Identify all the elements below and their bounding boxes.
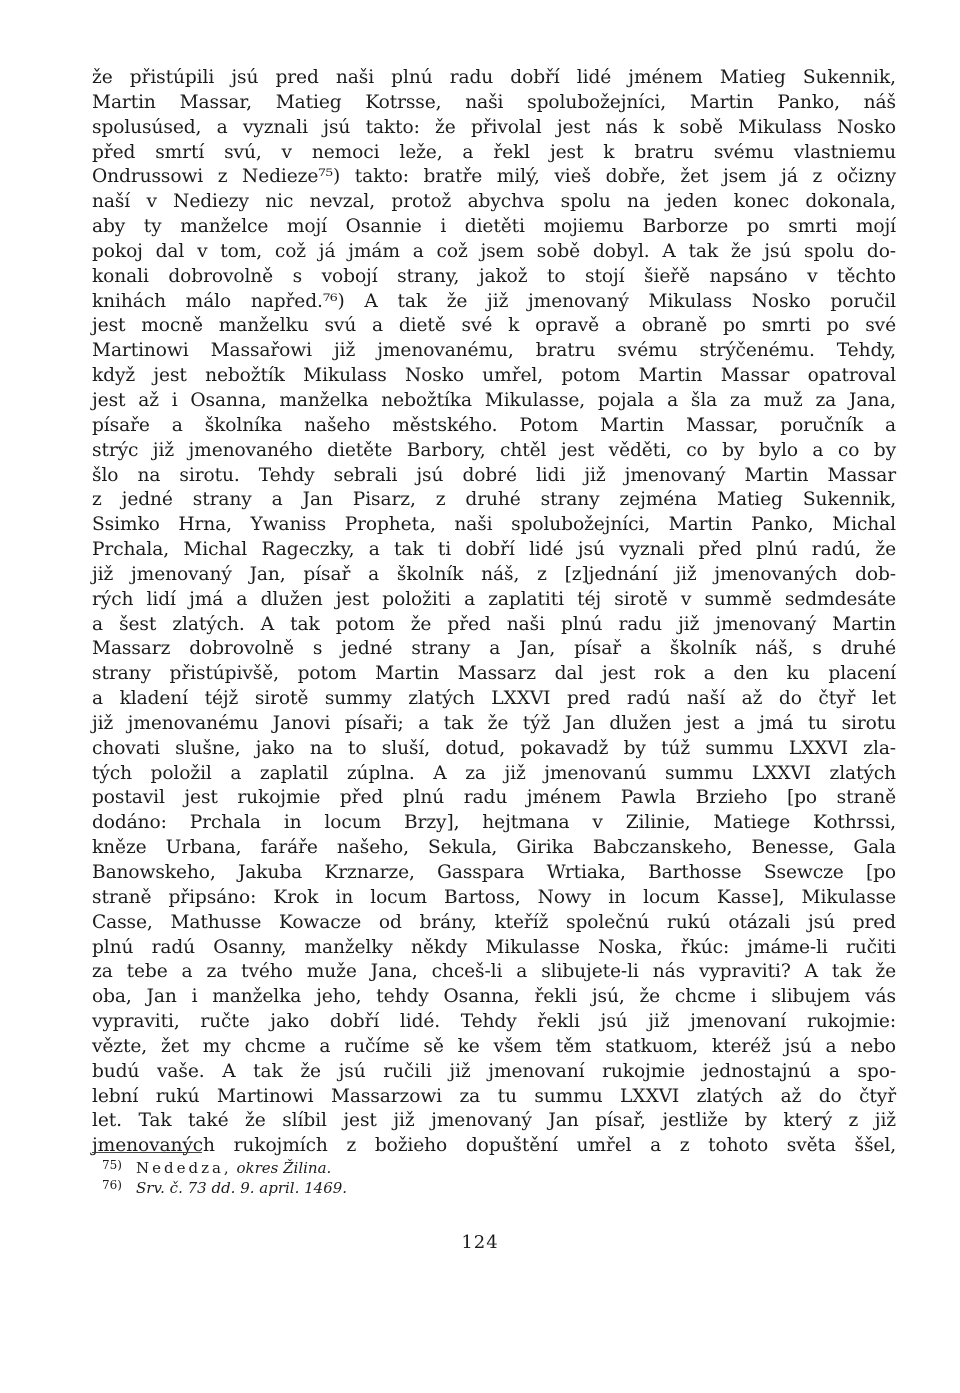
- text-line: před smrtí svú, v nemoci leže, a řekl jest k bratru svému vlastniemu: [92, 141, 896, 163]
- text-line: tých položil a zaplatil zúplna. A za již jmenovanú summu LXXVI zlatých: [92, 762, 896, 784]
- text-line: konali dobrovolně s vobojí strany, jakož to stojí šieřě napsáno v těchto: [92, 265, 896, 287]
- text-line: knihách málo napřed.⁷⁶) A tak že již jmenovaný Mikulass Nosko poručil: [92, 290, 896, 312]
- text-line: Martinowi Massařowi již jmenovanému, bratru svému strýčenému. Tehdy,: [92, 340, 896, 362]
- text-line: Ssimko Hrna, Ywaniss Propheta, naši spolubožejníci, Martin Panko, Michal: [92, 514, 896, 536]
- text-line: vypraviti, ručte jako dobří lidé. Tehdy řekli jsú již jmenovaní rukojmie:: [92, 1011, 896, 1033]
- text-line: a šest zlatých. A tak potom že před naši plnú radu již jmenovaný Martin: [92, 613, 896, 635]
- footnote-separator: [92, 1152, 202, 1153]
- main-text-block: [92, 66, 896, 1159]
- footnote-76: [102, 1178, 636, 1198]
- text-line: jmenovaných rukojmích z božieho dopuštění umřel a z tohoto světa ššel,: [92, 1135, 896, 1157]
- text-line: postavil jest rukojmie před plnú radu jménem Pawla Brzieho [po straně: [92, 787, 896, 809]
- text-line: strýc již jmenovaného dietěte Barbory, chtěl jest věděti, co by bylo a co by: [92, 439, 896, 461]
- text-line: že přistúpili jsú pred naši plnú radu dobří lidé jménem Matieg Sukennik,: [92, 67, 896, 88]
- text-line: z jedné strany a Jan Pisarz, z druhé strany zejména Matieg Sukennik,: [92, 489, 896, 511]
- text-line: jest mocně manželku svú a dietě své k opravě a obraně po smrti po své: [92, 315, 896, 337]
- text-line: let. Tak také že slíbil jest již jmenovaný Jan písař, jestliže by který z již: [92, 1110, 896, 1132]
- text-line: naší v Nediezy nic nevzal, protož abychva spolu na jeden konec dokonala,: [92, 191, 896, 213]
- footnotes: [102, 1158, 636, 1198]
- page-number: 124: [461, 1232, 499, 1253]
- text-line: za tebe a za tvého muže Jana, chceš-li a slibujete-li nás vypraviti? A tak že: [92, 961, 896, 983]
- text-line: rých lidí jmá a dlužen jest položiti a zaplatiti téj sirotě v summě sedmdesáte: [92, 588, 896, 610]
- text-line: Ondrussowi z Nedieze⁷⁵) takto: bratře milý, vieš dobře, žet jsem já z očizny: [92, 166, 896, 188]
- text-line: dodáno: Prchala in locum Brzy], hejtmana v Zilinie, Matiege Kothrssi,: [92, 812, 896, 834]
- text-line: aby ty manželce mojí Osannie i dietěti mojiemu Barborze po smrti mojí: [92, 216, 896, 238]
- footnote-number: 75): [102, 1158, 122, 1172]
- text-line: a kladení téjž sirotě summy zlatých LXXVI pred radú naší až do čtyř let: [92, 688, 896, 710]
- text-line: budú vaše. A tak že jsú ručili již jmenovaní rukojmie jednostajnú a spo-: [92, 1060, 896, 1082]
- footnote-text: Srv. č. 73 dd. 9. april. 1469.: [136, 1179, 348, 1197]
- text-line: Casse, Mathusse Kowacze od brány, kteříž společnú rukú otázali jsú pred: [92, 911, 896, 933]
- text-line: písaře a školníka našeho městského. Potom Martin Massar, poručník a: [92, 414, 896, 436]
- text-line: oba, Jan i manželka jeho, tehdy Osanna, řekli jsú, že chcme i slibujem vás: [92, 986, 896, 1008]
- text-line: strany přistúpivšě, potom Martin Massarz dal jest rok a den ku placení: [92, 663, 896, 685]
- text-line: chovati slušne, jako na to sluší, dotud, pokavadž by túž summu LXXVI zla-: [92, 737, 896, 759]
- footnote-number: 76): [102, 1178, 122, 1192]
- footnote-lead: Nededza,: [136, 1159, 232, 1177]
- text-line: straně připsáno: Krok in locum Bartoss, Nowy in locum Kasse], Mikulasse: [92, 886, 896, 908]
- text-line: šlo na sirotu. Tehdy sebrali jsú dobré lidi již jmenovaný Martin Massar: [92, 464, 896, 486]
- text-line: vězte, žet my chcme a ručíme sě ke všem těm statkuom, kteréž jsú a nebo: [92, 1035, 896, 1057]
- footnote-75: [102, 1158, 636, 1178]
- text-line: plnú radú Osanny, manželky někdy Mikulasse Noska, řkúc: jmáme-li ručiti: [92, 936, 896, 958]
- text-line: spolusúsed, a vyznali jsú takto: že přivolal jest nás k sobě Mikulass Nosko: [92, 116, 896, 138]
- text-line: Prchala, Michal Rageczky, a tak ti dobří lidé jsú vyznali před plnú radú, že: [92, 539, 896, 561]
- text-line: již jmenovanému Janovi písaři; a tak že týž Jan dlužen jest a jmá tu sirotu: [92, 712, 896, 734]
- text-line: pokoj dal v tom, což já jmám a což jsem sobě dobyl. A tak že jsú spolu do-: [92, 240, 896, 262]
- text-line: Massarz dobrovolně s jedné strany a Jan, písař a školník náš, s druhé: [92, 638, 896, 660]
- text-line: když jest nebožtík Mikulass Nosko umřel, potom Martin Massar opatroval: [92, 365, 896, 387]
- footnote-text: okres Žilina.: [236, 1159, 332, 1177]
- text-line: kněze Urbana, faráře našeho, Sekula, Girika Babczanskeho, Benesse, Gala: [92, 837, 896, 859]
- text-line: jest až i Osanna, manželka nebožtíka Mikulasse, pojala a šla za muž za Jana,: [92, 389, 896, 411]
- text-line: lební rukú Martinowi Massarzowi za tu summu LXXVI zlatých až do čtyř: [92, 1085, 896, 1107]
- text-line: již jmenovaný Jan, písař a školník náš, z [z]jednání již jmenovaných dob-: [92, 563, 896, 585]
- text-line: Banowskeho, Jakuba Krznarze, Gasspara Wrtiaka, Barthosse Ssewcze [po: [92, 862, 896, 883]
- text-line: Martin Massar, Matieg Kotrsse, naši spolubožejníci, Martin Panko, náš: [92, 91, 896, 113]
